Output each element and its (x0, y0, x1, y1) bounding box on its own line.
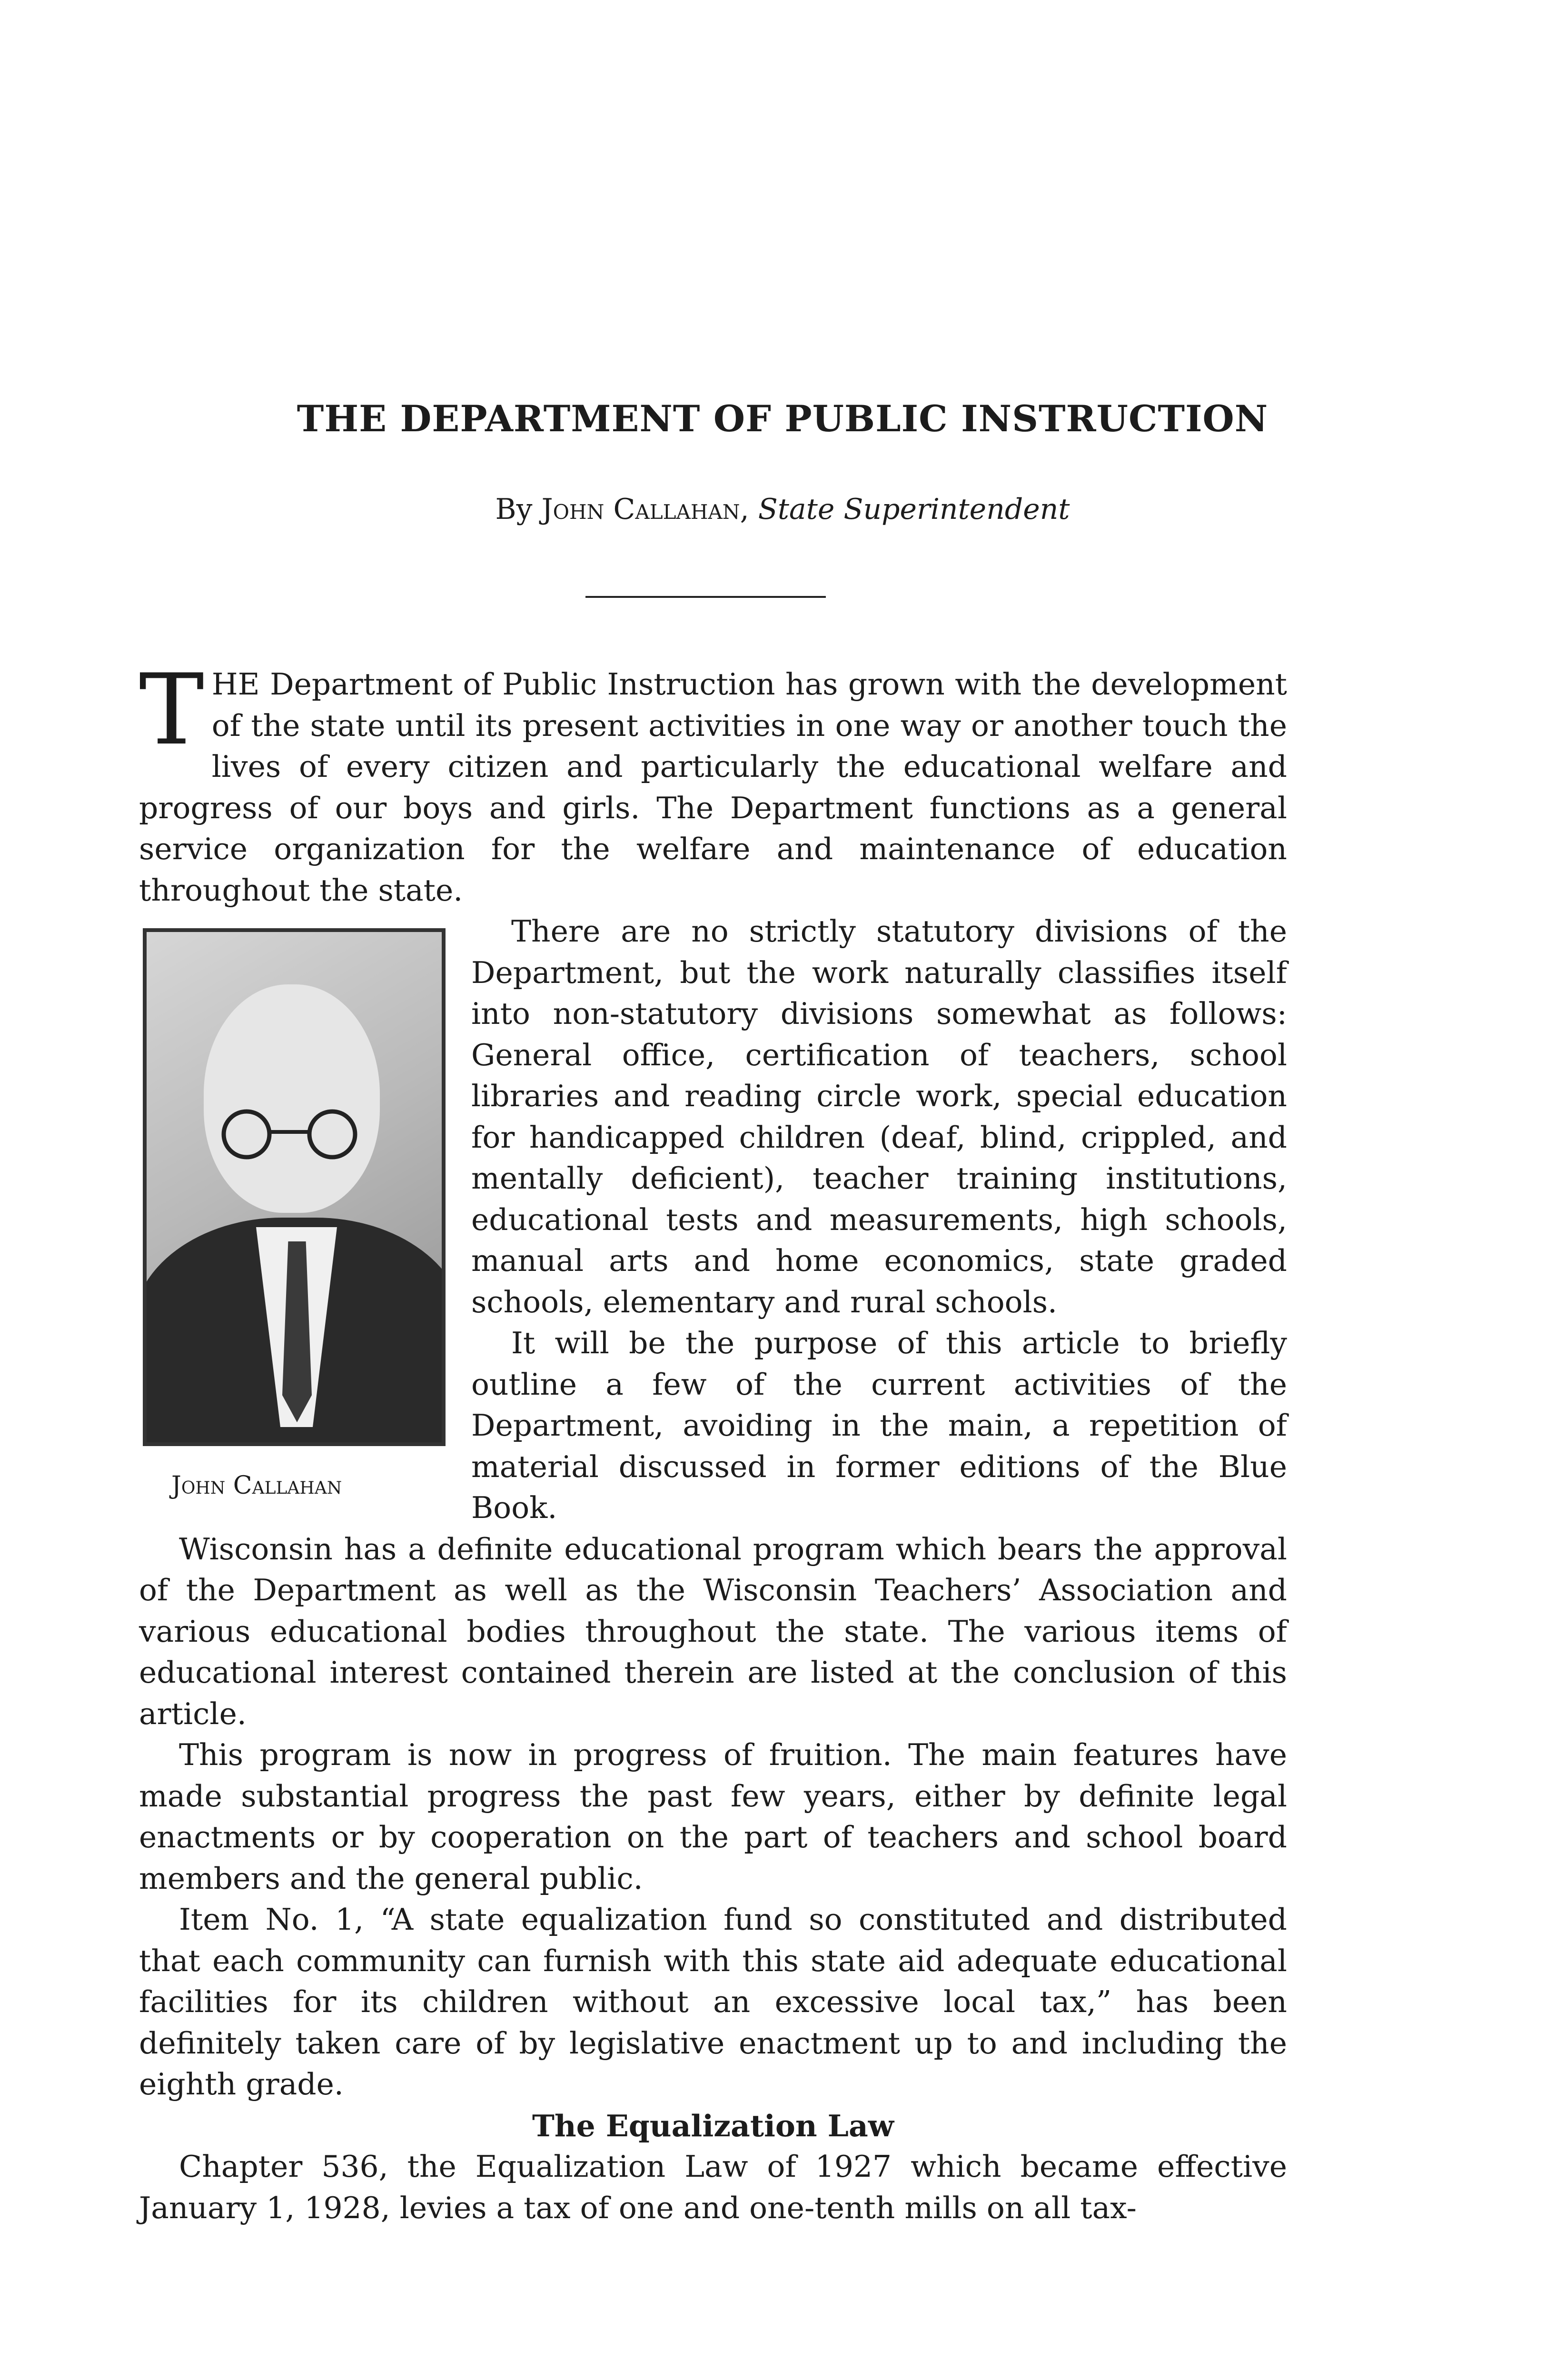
paragraph-purpose: It will be the purpose of this article to briefly outline a few of the current activities of the Department, avoiding in the main, a repetition of material discussed in former editions of the Blue Book. (471, 1326, 1287, 1525)
paragraph-divisions: There are no strictly statutory divisions of the Department, but the work naturally classifies itself into non-statutory divisions somewhat as follows: General office, certification of teachers, school libraries and reading circle work, special education for handicapped children (deaf, blind, crippled, and mentally deficient), teacher training institutions, educational tests and measurements, high schools, manual arts and home economics, state graded schools, elementary and rural schools. (471, 914, 1287, 1319)
author-portrait-photo (143, 928, 446, 1446)
paragraph-intro (139, 654, 1287, 911)
paragraph-item-one: Item No. 1, “A state equalization fund so constituted and distributed that each community can furnish with this state aid adequate educational facilities for its children without an excessive local tax,” has been definitely taken care of by legislative enactment up to and including the eighth grade. (139, 1902, 1287, 2102)
author-figure (143, 928, 447, 1507)
drop-cap: T (139, 654, 204, 767)
article-title: THE DEPARTMENT OF PUBLIC INSTRUCTION (297, 397, 1269, 440)
portrait-head-shape (204, 984, 380, 1213)
section-heading: The Equalization Law (532, 2108, 894, 2143)
paragraph-equalization-law: Chapter 536, the Equalization Law of 1927 which became effective January 1, 1928, levies a tax of one and one-tenth mills on all tax- (139, 2149, 1287, 2225)
paragraph-intro-text: HE Department of Public Instruction has grown with the development of the state until its present activities in one way or another touch the lives of every citizen and particularly the educational welfare and progress of our boys and girls. The Department functions as a general service organization for the welfare and maintenance of education throughout the state. (139, 667, 1287, 908)
paragraph-program: Wisconsin has a definite educational program which bears the approval of the Department as well as the Wisconsin Teachers’ Association and various educational bodies throughout the state. The various items of educational interest contained therein are listed at the conclusion of this article. (139, 1531, 1287, 1731)
title-divider (585, 596, 826, 598)
byline: By John Callahan, State Superintendent (495, 493, 1070, 526)
article-body (139, 654, 1287, 2229)
paragraph-fruition: This program is now in progress of fruition. The main features have made substantial progress the past few years, either by definite legal enactments or by cooperation on the part of teachers and school board members and the general public. (139, 1737, 1287, 1896)
portrait-glasses-shape (208, 1108, 370, 1160)
author-name: John Callahan (541, 493, 740, 526)
byline-prefix: By (495, 493, 533, 526)
author-role: State Superintendent (758, 493, 1070, 526)
photo-caption: John Callahan (171, 1471, 342, 1500)
